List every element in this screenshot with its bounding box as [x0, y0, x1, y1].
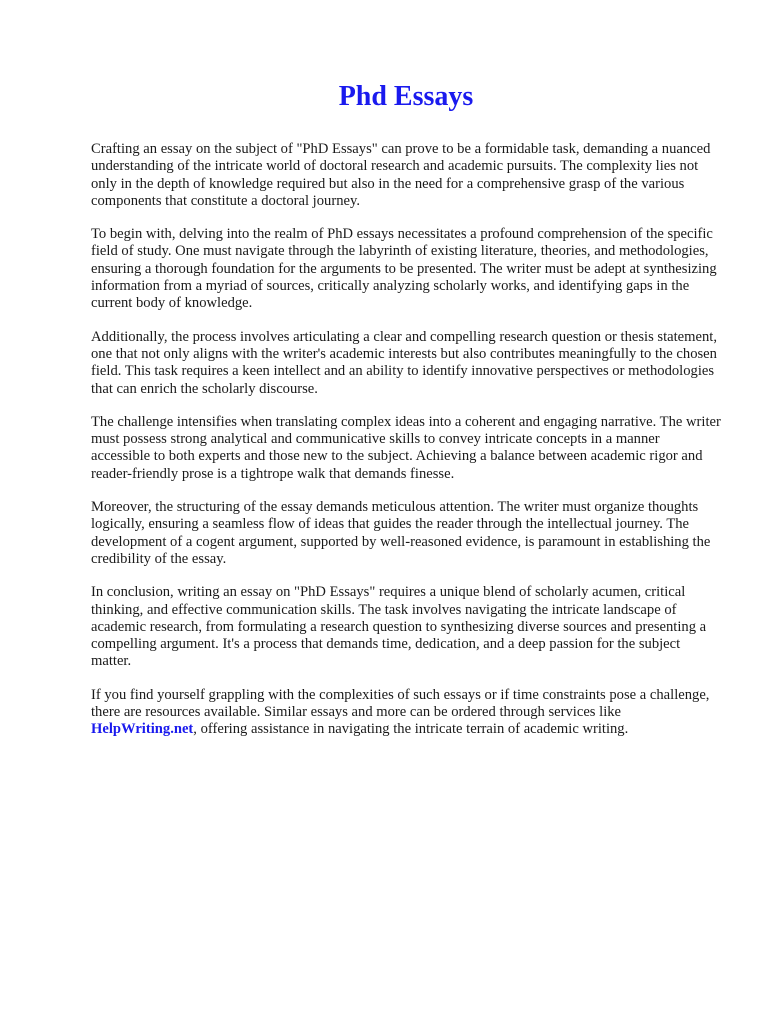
paragraph-3: Additionally, the process involves articulating a clear and compelling research question or thesis statement, one that not only aligns with the writer's academic interests but also contributes meaningfully to the chosen field. This task requires a keen intellect and an ability to identify innovative perspectives or methodologies that can enrich the scholarly discourse.	[91, 328, 717, 397]
paragraph-6: In conclusion, writing an essay on "PhD Essays" requires a unique blend of scholarly acumen, critical thinking, and effective communication skills. The task involves navigating the intricate landscape of academic research, from formulating a research question to synthesizing diverse sources and presenting a compelling argument. It's a process that demands time, dedication, and a deep passion for the subject matter.	[91, 584, 707, 670]
page-title: Phd Essays	[338, 81, 474, 112]
closing-text-before-link: If you find yourself grappling with the complexities of such essays or if time constraints pose a challenge, there are resources available. Similar essays and more can be ordered through services like	[91, 686, 710, 721]
paragraph-4: The challenge intensifies when translating complex ideas into a coherent and engaging narrative. The writer must possess strong analytical and communicative skills to convey intricate concepts in a manner accessible to both experts and those new to the subject. Achieving a balance between academic rigor and reader-friendly prose is a tightrope walk that demands finesse.	[91, 413, 721, 482]
paragraph-1: Crafting an essay on the subject of "PhD Essays" can prove to be a formidable task, demanding a nuanced understanding of the intricate world of doctoral research and academic pursuits. The complexity lies not only in the depth of knowledge required but also in the need for a comprehensive grasp of the various components that constitute a doctoral journey.	[91, 141, 711, 209]
paragraph-2: To begin with, delving into the realm of PhD essays necessitates a profound comprehension of the specific field of study. One must navigate through the labyrinth of existing literature, theories, and methodologies, ensuring a thorough foundation for the arguments to be presented. The writer must be adept at synthesizing information from a myriad of sources, critically analyzing scholarly works, and identifying gaps in the current body of knowledge.	[91, 226, 717, 312]
paragraph-5: Moreover, the structuring of the essay demands meticulous attention. The writer must organize thoughts logically, ensuring a seamless flow of ideas that guides the reader through the intellectual journey. The development of a cogent argument, supported by well-reasoned evidence, is paramount in establishing the credibility of the essay.	[91, 499, 711, 567]
helpwriting-link[interactable]: HelpWriting.net	[91, 721, 194, 738]
closing-paragraph	[91, 687, 721, 739]
closing-text-after-link: , offering assistance in navigating the intricate terrain of academic writing.	[193, 721, 629, 738]
